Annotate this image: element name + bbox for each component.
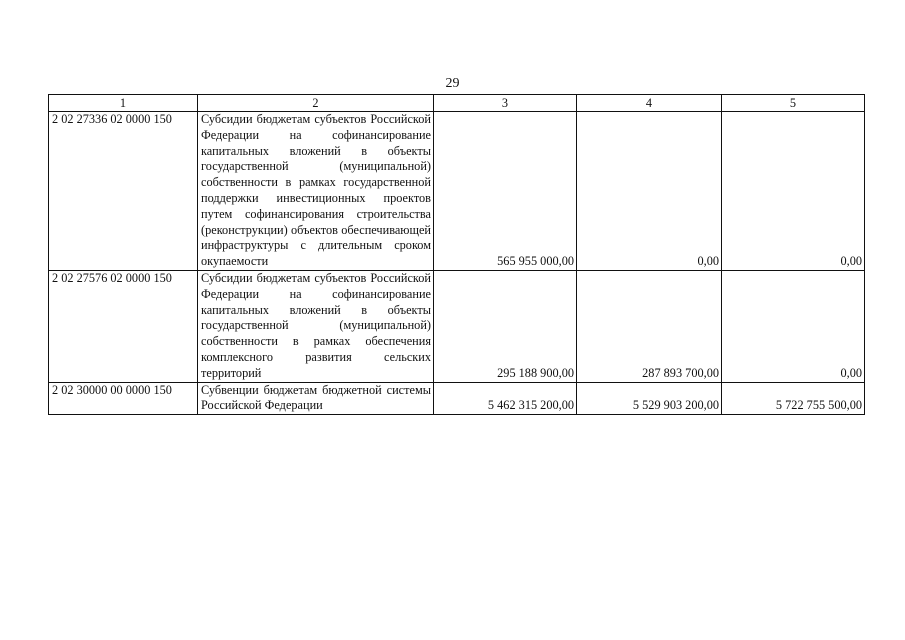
column-header-4: 4: [577, 95, 722, 112]
description-cell: Субвенции бюджетам бюджетной системы Российской Федерации: [198, 382, 434, 415]
amount-col3-cell: 565 955 000,00: [434, 112, 577, 271]
page-number: 29: [445, 76, 460, 91]
table-row: [49, 382, 865, 415]
description-cell: Субсидии бюджетам субъектов Российской Федерации на софинансирование капитальных вложений в объекты государственной (муниципальной) собственности в рамках государственной поддержки инвестиционных проектов путем софинансирования строительства (реконструкции) объектов обеспечивающей инфраструктуры с длительным сроком окупаемости: [198, 112, 434, 271]
table-row: [49, 270, 865, 382]
amount-col3-cell: 295 188 900,00: [434, 270, 577, 382]
amount-col5-cell: 5 722 755 500,00: [722, 382, 865, 415]
amount-col5-cell: 0,00: [722, 112, 865, 271]
column-header-2: 2: [198, 95, 434, 112]
description-cell: Субсидии бюджетам субъектов Российской Федерации на софинансирование капитальных вложений в объекты государственной (муниципальной) собственности в рамках обеспечения комплексного развития сельских территорий: [198, 270, 434, 382]
column-header-3: 3: [434, 95, 577, 112]
amount-col3-cell: 5 462 315 200,00: [434, 382, 577, 415]
budget-table: [48, 94, 865, 415]
amount-col4-cell: 0,00: [577, 112, 722, 271]
table-row: [49, 112, 865, 271]
budget-code-cell: 2 02 27336 02 0000 150: [49, 112, 198, 271]
amount-col4-cell: 287 893 700,00: [577, 270, 722, 382]
amount-col4-cell: 5 529 903 200,00: [577, 382, 722, 415]
column-header-1: 1: [49, 95, 198, 112]
column-header-5: 5: [722, 95, 865, 112]
amount-col5-cell: 0,00: [722, 270, 865, 382]
budget-code-cell: 2 02 30000 00 0000 150: [49, 382, 198, 415]
table-header-row: [49, 95, 865, 112]
budget-code-cell: 2 02 27576 02 0000 150: [49, 270, 198, 382]
